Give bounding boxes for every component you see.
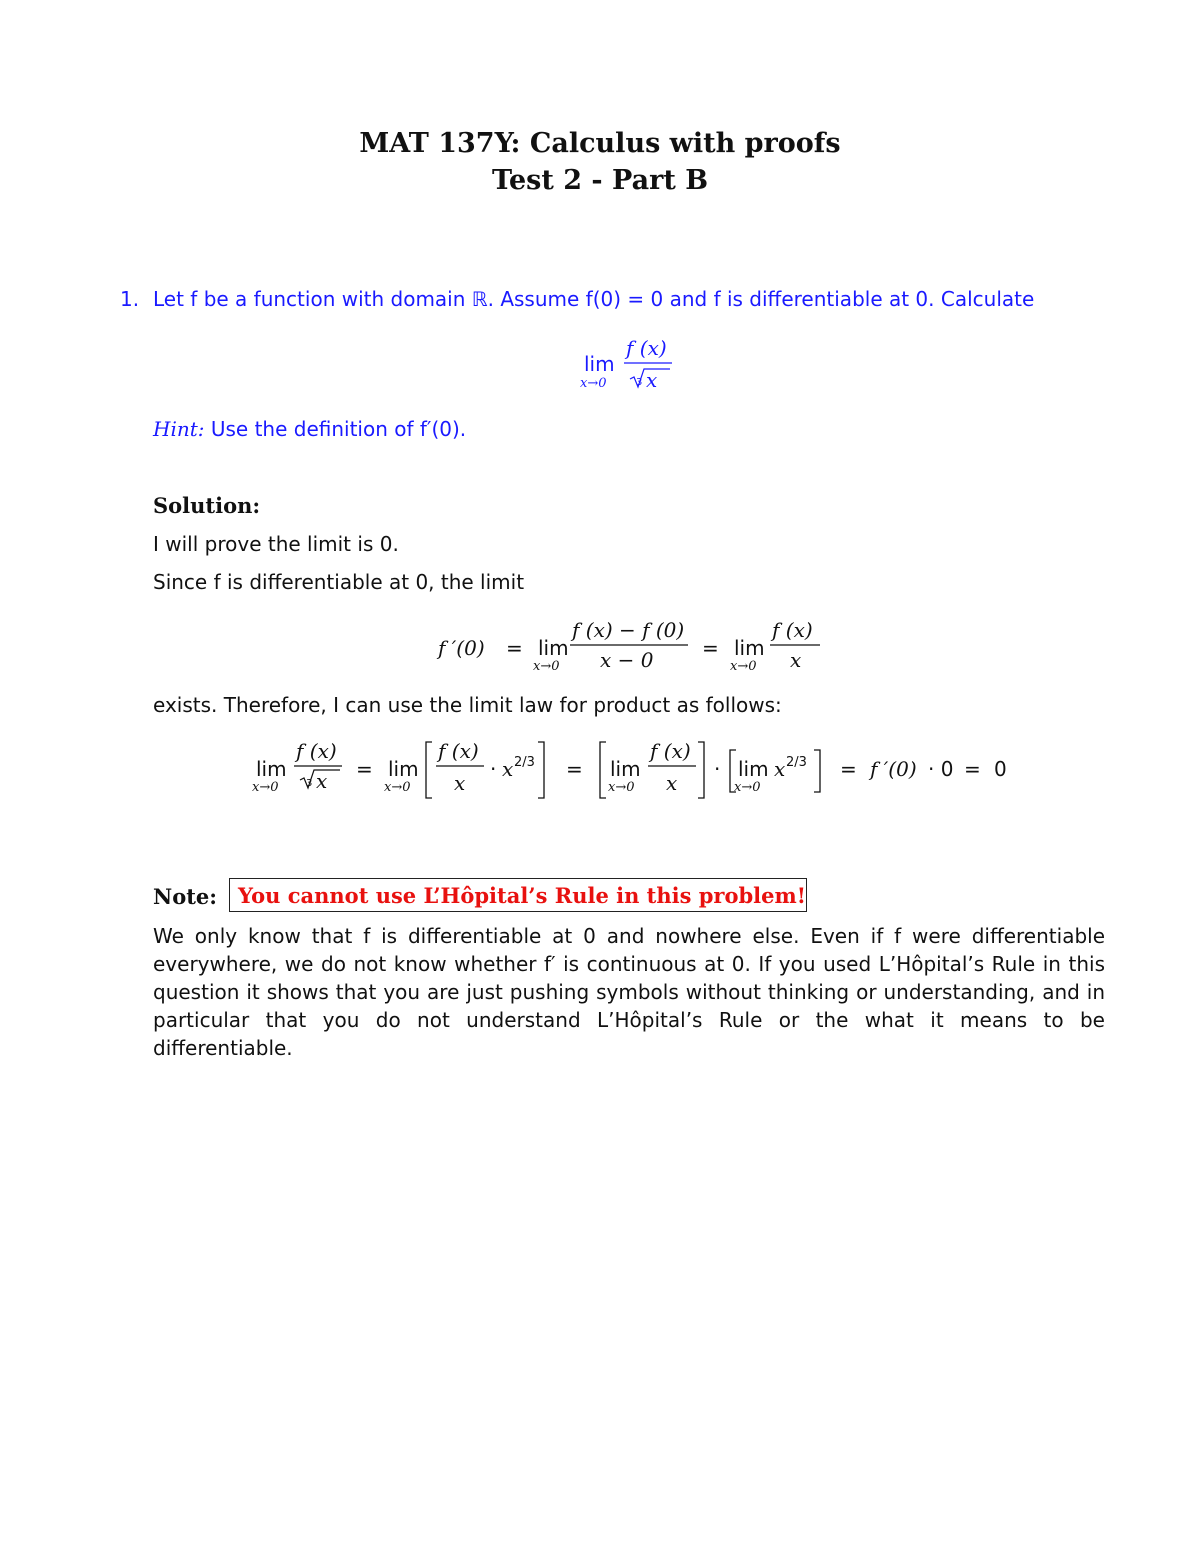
svg-text:f ′(0): f ′(0) <box>870 757 917 781</box>
question-limit-expression <box>580 335 680 395</box>
svg-text:2/3: 2/3 <box>514 755 535 770</box>
svg-text:f (x): f (x) <box>650 739 691 763</box>
hint <box>153 417 466 441</box>
svg-text:x − 0: x − 0 <box>600 648 654 672</box>
svg-text:lim: lim <box>738 757 769 781</box>
svg-text:x: x <box>502 757 514 781</box>
svg-text:x: x <box>790 648 802 672</box>
svg-text:2/3: 2/3 <box>786 755 807 770</box>
svg-text:3: 3 <box>636 377 643 388</box>
svg-text:f (x): f (x) <box>438 739 479 763</box>
page-title: MAT 137Y: Calculus with proofs <box>359 128 841 159</box>
svg-text:=: = <box>702 636 719 660</box>
svg-text:f ′(0): f ′(0) <box>438 636 485 660</box>
svg-text:lim: lim <box>256 757 287 781</box>
note-warning-text: You cannot use L’Hôpital’s Rule in this problem! <box>238 883 806 908</box>
svg-text:=: = <box>566 757 583 781</box>
note-paragraph: We only know that f is differentiable at 0 and nowhere else. Even if f were differentiable everywhere, we do not know whether f′ is continuous at 0. If you used L’Hôpital’s Rule in this question it shows that you are just pushing symbols without thinking or understanding, and in particular that you do not understand L’Hôpital’s Rule or the what it means to be differentiable. <box>153 924 1105 1060</box>
note-label: Note: <box>153 884 218 909</box>
derivative-definition-equation <box>438 615 838 675</box>
svg-text:x→0: x→0 <box>252 780 279 795</box>
svg-text:lim: lim <box>734 636 765 660</box>
svg-text:x: x <box>774 757 786 781</box>
svg-text:lim: lim <box>610 757 641 781</box>
svg-text:x: x <box>666 771 678 795</box>
page-subtitle: Test 2 - Part B <box>491 165 709 196</box>
svg-text:·: · <box>490 757 497 781</box>
svg-text:f (x): f (x) <box>296 739 337 763</box>
svg-text:x→0: x→0 <box>608 780 635 795</box>
svg-text:=: = <box>506 636 523 660</box>
svg-text:3: 3 <box>306 778 313 789</box>
svg-text:· 0: · 0 <box>928 757 954 781</box>
svg-text:x→0: x→0 <box>580 376 607 391</box>
hint-label: Hint: <box>153 417 205 441</box>
svg-text:x: x <box>646 368 658 392</box>
svg-text:x→0: x→0 <box>384 780 411 795</box>
svg-text:f (x): f (x) <box>772 618 813 642</box>
svg-text:x: x <box>454 771 466 795</box>
solution-line-2: Since f is differentiable at 0, the limit <box>153 570 525 594</box>
svg-text:=: = <box>964 757 981 781</box>
svg-text:x→0: x→0 <box>734 780 761 795</box>
svg-text:=: = <box>840 757 857 781</box>
hint-text: Use the definition of f′(0). <box>210 417 467 441</box>
svg-text:f (x) − f (0): f (x) − f (0) <box>572 618 685 642</box>
note-warning-box <box>229 878 807 912</box>
svg-text:·: · <box>714 757 721 781</box>
svg-text:lim: lim <box>538 636 569 660</box>
limit-product-equation <box>252 738 1012 808</box>
svg-text:lim: lim <box>388 757 419 781</box>
question-number: 1. <box>120 287 140 311</box>
svg-text:=: = <box>356 757 373 781</box>
svg-text:f (x): f (x) <box>626 336 667 360</box>
question-text: Let f be a function with domain ℝ. Assume f(0) = 0 and f is differentiable at 0. Calculate <box>153 287 1035 311</box>
svg-text:x→0: x→0 <box>533 659 560 674</box>
solution-line-1: I will prove the limit is 0. <box>153 532 399 556</box>
svg-text:lim: lim <box>584 352 615 376</box>
svg-text:x→0: x→0 <box>730 659 757 674</box>
solution-line-3: exists. Therefore, I can use the limit law for product as follows: <box>153 693 782 717</box>
svg-text:0: 0 <box>994 757 1007 781</box>
solution-heading: Solution: <box>153 493 261 518</box>
svg-text:x: x <box>316 769 328 793</box>
